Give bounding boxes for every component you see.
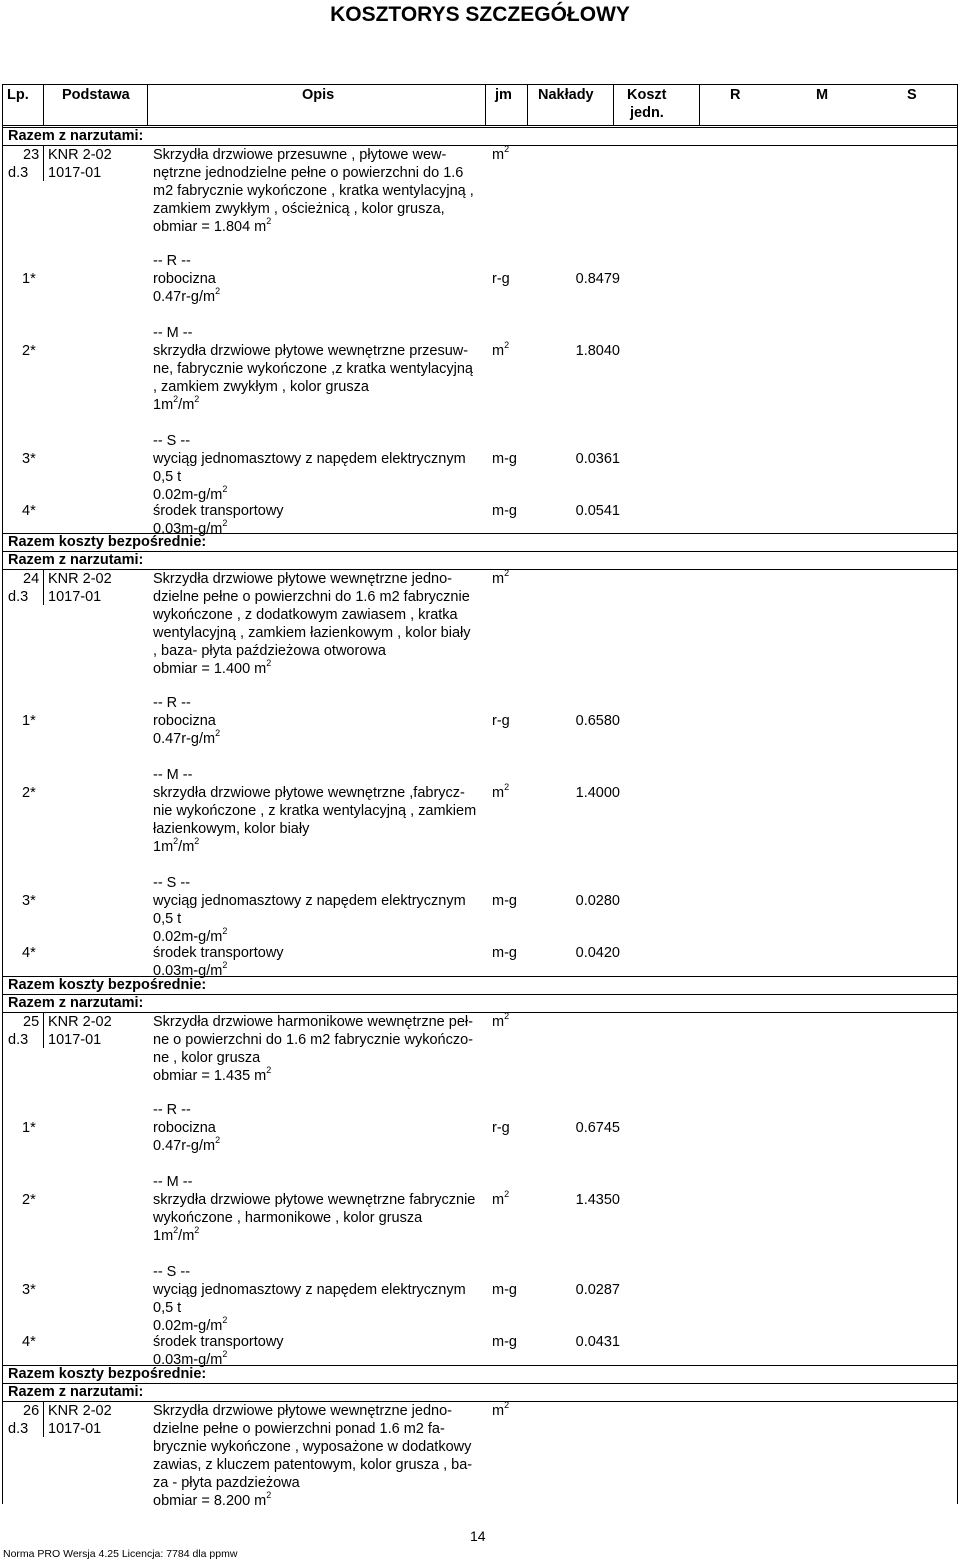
resource-number: 3*	[22, 451, 36, 467]
position-description-line: wentylacyjną , zamkiem łazienkowym , kolor biały	[153, 625, 471, 641]
resource-quantity: 1.4000	[575, 785, 620, 801]
section-s-marker: -- S --	[153, 1264, 191, 1280]
resource-number: 4*	[22, 503, 36, 519]
resource-number: 2*	[22, 1192, 36, 1208]
header-koszt-jedn: jedn.	[630, 105, 664, 121]
resource-rate: $0.47r-g/m^2$	[153, 286, 221, 305]
resource-unit: $m^2$	[492, 782, 510, 801]
section-m-marker: -- M --	[153, 325, 193, 341]
resource-quantity: 0.0361	[575, 451, 620, 467]
resource-rate: $1m^2/m^2$	[153, 1225, 200, 1244]
resource-material-line: skrzydła drzwiowe płytowe wewnętrzne przesuw-	[153, 343, 469, 359]
razem-z-narzutami-label: Razem z narzutami:	[8, 995, 144, 1011]
position-description-line: obmiar = 1.804 $m^2$	[153, 216, 272, 235]
razem-z-narzutami-label: Razem z narzutami:	[8, 1384, 144, 1400]
resource-number: 4*	[22, 1334, 36, 1350]
page-title: KOSZTORYS SZCZEGÓŁOWY	[330, 3, 630, 26]
header-jm: jm	[495, 87, 512, 103]
resource-number: 2*	[22, 343, 36, 359]
resource-unit: m-g	[492, 945, 517, 961]
row-separator	[2, 1012, 957, 1013]
resource-quantity: 0.0287	[575, 1282, 620, 1298]
table-top-border	[2, 84, 957, 85]
knr-code: KNR 2-02	[48, 1014, 112, 1030]
resource-material-line: skrzydła drzwiowe płytowe wewnętrzne fabrycznie	[153, 1192, 476, 1208]
resource-rate: $1m^2/m^2$	[153, 394, 200, 413]
resource-equipment: wyciąg jednomasztowy z napędem elektrycznym	[153, 893, 466, 909]
knr-code: KNR 2-02	[48, 1403, 112, 1419]
knr-table: 1017-01	[48, 165, 102, 181]
lp-divider	[43, 1401, 44, 1437]
resource-quantity: 0.0280	[575, 893, 620, 909]
resource-rate: $0.02m-g/m^2$	[153, 484, 228, 503]
superscript-2: 2	[266, 658, 272, 668]
position-description-line: , baza- płyta paździeżowa otworowa	[153, 643, 386, 659]
resource-rate: $0.03m-g/m^2$	[153, 1349, 228, 1368]
position-number: 25	[23, 1014, 40, 1030]
superscript-2: 2	[222, 1349, 228, 1359]
position-description-line: zamkiem zwykłym , ościeżnicą , kolor grusza,	[153, 201, 445, 217]
row-separator	[2, 994, 957, 995]
header-r: R	[730, 87, 741, 103]
resource-quantity: 1.4350	[575, 1192, 620, 1208]
resource-equipment-detail: 0,5 t	[153, 469, 182, 485]
position-unit: $m^2$	[492, 1011, 510, 1030]
superscript-2: 2	[504, 568, 510, 578]
superscript-2: 2	[215, 1135, 221, 1145]
position-description-line: obmiar = 1.435 $m^2$	[153, 1065, 272, 1084]
section-s-marker: -- S --	[153, 875, 191, 891]
page-number: 14	[470, 1528, 486, 1544]
resource-equipment: wyciąg jednomasztowy z napędem elektrycznym	[153, 1282, 466, 1298]
resource-labor: robocizna	[153, 713, 216, 729]
position-unit: $m^2$	[492, 144, 510, 163]
lp-divider	[43, 1012, 44, 1048]
lp-divider	[43, 569, 44, 605]
resource-rate: $0.03m-g/m^2$	[153, 960, 228, 979]
knr-code: KNR 2-02	[48, 571, 112, 587]
superscript-2: 2	[504, 1189, 510, 1199]
resource-unit: $m^2$	[492, 1189, 510, 1208]
resource-rate: $0.47r-g/m^2$	[153, 728, 221, 747]
knr-d3: d.3	[8, 1032, 29, 1048]
resource-unit: r-g	[492, 713, 510, 729]
header-podstawa: Podstawa	[62, 87, 130, 103]
resource-unit: r-g	[492, 271, 510, 287]
position-description-line: Skrzydła drzwiowe płytowe wewnętrzne jedno-	[153, 571, 452, 587]
position-description-line: zawias, z kluczem patentowym, kolor grusza , ba-	[153, 1457, 473, 1473]
resource-unit: r-g	[492, 1120, 510, 1136]
header-m: M	[816, 87, 829, 103]
resource-material-line: skrzydła drzwiowe płytowe wewnętrzne ,fabrycz-	[153, 785, 465, 801]
rate-suffix: /m	[178, 1228, 195, 1244]
superscript-2: 2	[504, 340, 510, 350]
row-separator	[2, 569, 957, 570]
col-divider-jm	[527, 84, 528, 126]
position-unit: $m^2$	[492, 1400, 510, 1419]
superscript-2: 2	[266, 216, 272, 226]
knr-d3: d.3	[8, 589, 29, 605]
lp-divider	[43, 145, 44, 181]
resource-unit: m-g	[492, 1282, 517, 1298]
knr-table: 1017-01	[48, 1421, 102, 1437]
resource-material-line: nie wykończone , z kratka wentylacyjną , zamkiem	[153, 803, 477, 819]
position-description-line: Skrzydła drzwiowe przesuwne , płytowe wew-	[153, 147, 447, 163]
knr-d3: d.3	[8, 1421, 29, 1437]
knr-table: 1017-01	[48, 1032, 102, 1048]
superscript-2: 2	[222, 518, 228, 528]
resource-unit: $m^2$	[492, 340, 510, 359]
resource-transport: środek transportowy	[153, 503, 284, 519]
resource-unit: m-g	[492, 503, 517, 519]
resource-quantity: 0.0431	[575, 1334, 620, 1350]
resource-transport: środek transportowy	[153, 945, 284, 961]
position-description-line: m2 fabrycznie wykończone , kratka wentylacyjną ,	[153, 183, 474, 199]
position-description-line: dzielne pełne o powierzchni do 1.6 m2 fabrycznie	[153, 589, 470, 605]
position-unit: $m^2$	[492, 568, 510, 587]
position-description-line: ne , kolor grusza	[153, 1050, 261, 1066]
superscript-2: 2	[266, 1490, 272, 1500]
rate-suffix: /m	[178, 839, 195, 855]
superscript-2: 2	[504, 782, 510, 792]
resource-quantity: 1.8040	[575, 343, 620, 359]
position-description-line: obmiar = 1.400 $m^2$	[153, 658, 272, 677]
resource-number: 4*	[22, 945, 36, 961]
position-description-line: ne o powierzchni do 1.6 m2 fabrycznie wykończo-	[153, 1032, 473, 1048]
col-divider-podstawa	[147, 84, 148, 126]
row-separator	[2, 551, 957, 552]
resource-equipment-detail: 0,5 t	[153, 911, 182, 927]
resource-equipment: wyciąg jednomasztowy z napędem elektrycznym	[153, 451, 466, 467]
superscript-2: 2	[266, 1065, 272, 1075]
superscript-2: 2	[222, 960, 228, 970]
rate-suffix: /m	[178, 397, 195, 413]
position-description-line: nętrzne jednodzielne pełne o powierzchni do 1.6	[153, 165, 464, 181]
resource-number: 2*	[22, 785, 36, 801]
section-r-marker: -- R --	[153, 1102, 191, 1118]
header-lp: Lp.	[7, 87, 29, 103]
row-separator	[2, 1383, 957, 1384]
superscript-2: 2	[504, 1011, 510, 1021]
resource-quantity: 0.0420	[575, 945, 620, 961]
superscript-2: 2	[222, 1315, 228, 1325]
resource-material-line: wykończone , harmonikowe , kolor grusza	[153, 1210, 423, 1226]
section-s-marker: -- S --	[153, 433, 191, 449]
razem-koszty-bezposrednie-label: Razem koszty bezpośrednie:	[8, 977, 207, 993]
resource-quantity: 0.6745	[575, 1120, 620, 1136]
position-description-line: za - płyta pazdzieżowa	[153, 1475, 300, 1491]
resource-material-line: , zamkiem zwykłym , kolor grusza	[153, 379, 369, 395]
position-description-line: wykończone , z dodatkowym zawiasem , kratka	[153, 607, 458, 623]
knr-d3: d.3	[8, 165, 29, 181]
resource-rate: $0.03m-g/m^2$	[153, 518, 228, 537]
resource-material-line: ne, fabrycznie wykończone ,z kratka wentylacyjną	[153, 361, 473, 377]
superscript-2: 2	[504, 1400, 510, 1410]
section-r-marker: -- R --	[153, 695, 191, 711]
resource-number: 1*	[22, 713, 36, 729]
superscript-2: 2	[194, 836, 200, 846]
col-divider-koszt	[699, 84, 700, 126]
position-description-line: brycznie wykończone , wyposażone w dodatkowy	[153, 1439, 472, 1455]
razem-koszty-bezposrednie-label: Razem koszty bezpośrednie:	[8, 1366, 207, 1382]
superscript-2: 2	[173, 394, 179, 404]
resource-rate: $0.47r-g/m^2$	[153, 1135, 221, 1154]
col-divider-lp	[43, 84, 44, 126]
position-number: 26	[23, 1403, 40, 1419]
row-separator	[2, 1401, 957, 1402]
superscript-2: 2	[173, 1225, 179, 1235]
footer-license: Norma PRO Wersja 4.25 Licencja: 7784 dla ppmw	[3, 1548, 238, 1560]
section-r-marker: -- R --	[153, 253, 191, 269]
header-bottom-border	[2, 125, 957, 126]
position-number: 24	[23, 571, 40, 587]
header-koszt: Koszt	[627, 87, 667, 103]
superscript-2: 2	[194, 1225, 200, 1235]
superscript-2: 2	[194, 394, 200, 404]
superscript-2: 2	[222, 484, 228, 494]
row-separator	[2, 127, 957, 128]
resource-unit: m-g	[492, 451, 517, 467]
resource-rate: $0.02m-g/m^2$	[153, 926, 228, 945]
table-left-border	[2, 84, 3, 1504]
razem-koszty-bezposrednie-label: Razem koszty bezpośrednie:	[8, 534, 207, 550]
resource-quantity: 0.6580	[575, 713, 620, 729]
header-naklady: Nakłady	[538, 87, 594, 103]
resource-rate: $0.02m-g/m^2$	[153, 1315, 228, 1334]
resource-number: 1*	[22, 1120, 36, 1136]
resource-equipment-detail: 0,5 t	[153, 1300, 182, 1316]
superscript-2: 2	[173, 836, 179, 846]
position-description-line: Skrzydła drzwiowe płytowe wewnętrzne jedno-	[153, 1403, 452, 1419]
table-right-border	[957, 84, 958, 1504]
razem-z-narzutami-label: Razem z narzutami:	[8, 552, 144, 568]
superscript-2: 2	[222, 926, 228, 936]
resource-quantity: 0.0541	[575, 503, 620, 519]
resource-labor: robocizna	[153, 271, 216, 287]
position-description-line: Skrzydła drzwiowe harmonikowe wewnętrzne peł-	[153, 1014, 473, 1030]
position-number: 23	[23, 147, 40, 163]
section-m-marker: -- M --	[153, 767, 193, 783]
resource-number: 3*	[22, 893, 36, 909]
resource-number: 3*	[22, 1282, 36, 1298]
resource-material-line: łazienkowym, kolor biały	[153, 821, 310, 837]
knr-table: 1017-01	[48, 589, 102, 605]
resource-transport: środek transportowy	[153, 1334, 284, 1350]
resource-number: 1*	[22, 271, 36, 287]
resource-unit: m-g	[492, 893, 517, 909]
section-m-marker: -- M --	[153, 1174, 193, 1190]
resource-rate: $1m^2/m^2$	[153, 836, 200, 855]
razem-z-narzutami-label: Razem z narzutami:	[8, 128, 144, 144]
resource-quantity: 0.8479	[575, 271, 620, 287]
position-description-line: obmiar = 8.200 $m^2$	[153, 1490, 272, 1509]
header-opis: Opis	[302, 87, 335, 103]
header-s: S	[907, 87, 917, 103]
knr-code: KNR 2-02	[48, 147, 112, 163]
col-divider-naklady	[613, 84, 614, 126]
resource-unit: m-g	[492, 1334, 517, 1350]
superscript-2: 2	[504, 144, 510, 154]
row-separator	[2, 145, 957, 146]
resource-labor: robocizna	[153, 1120, 216, 1136]
position-description-line: dzielne pełne o powierzchni ponad 1.6 m2 fa-	[153, 1421, 445, 1437]
superscript-2: 2	[215, 728, 221, 738]
superscript-2: 2	[215, 286, 221, 296]
col-divider-opis	[485, 84, 486, 126]
